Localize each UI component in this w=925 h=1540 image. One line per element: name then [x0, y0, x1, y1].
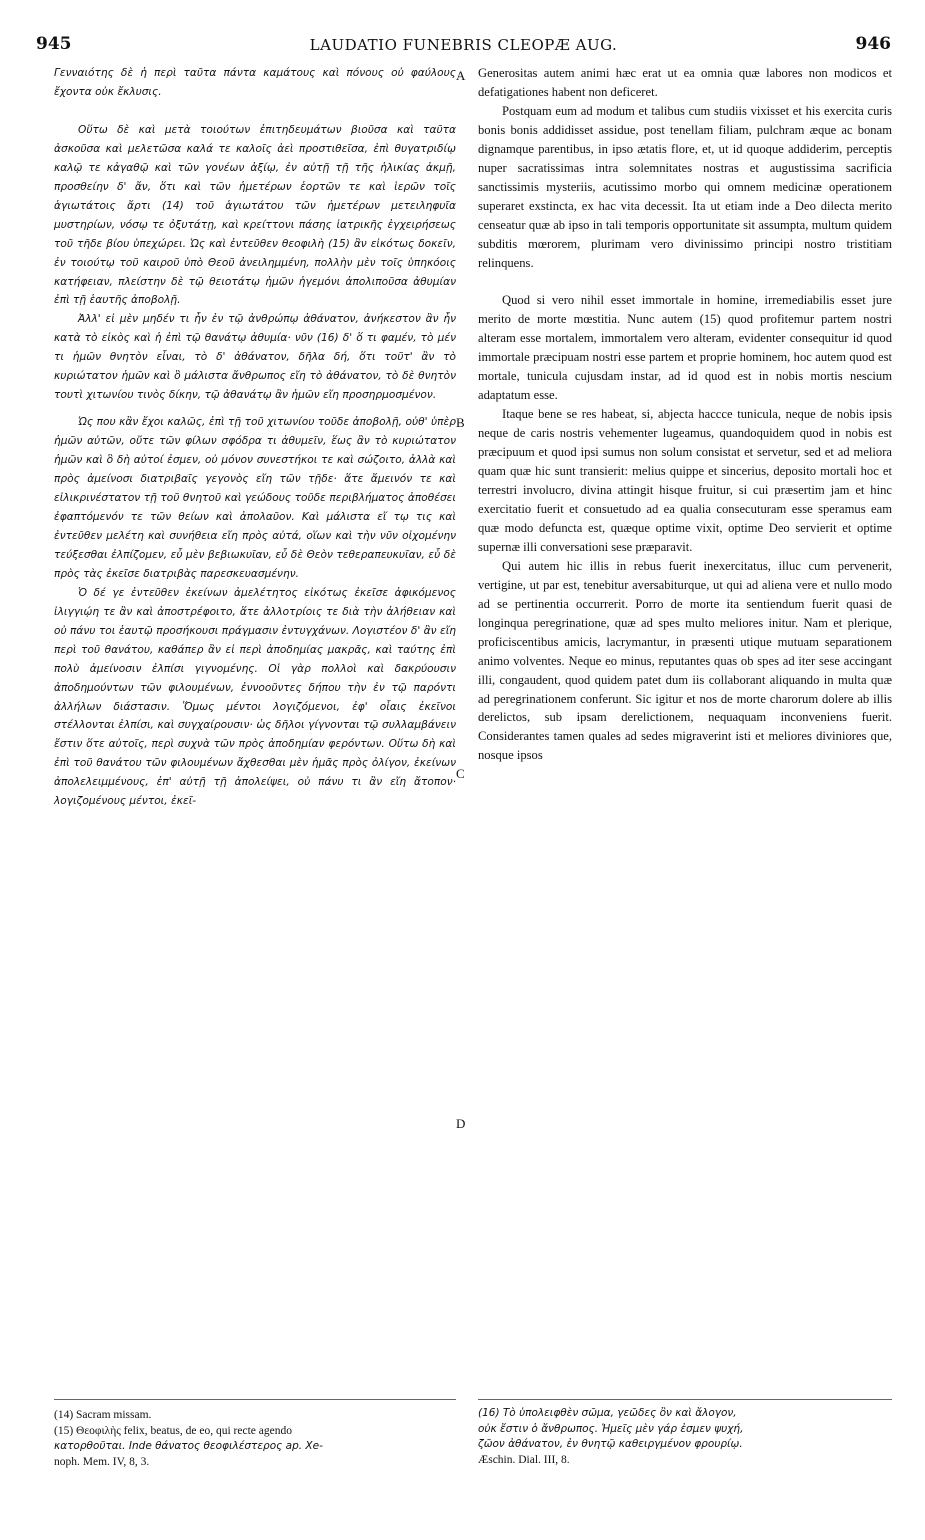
latin-paragraph-4: Itaque bene se res habeat, si, abjecta haccce tunicula, neque de nobis ipsis neque de caris nostris vehementer lugeamus, quandoquidem quod in nobis est præcipuum et quod ipsi sumus non solum consistat et servetur, sed et ad meliora quam quæ hic sunt transierit: melius quippe et sincerius, deposito mortali hoc et terrestri involucro, divina attingit hisque fruitur, si cui præsertim jam et hinc exercitatio fuerit et consuetudo ad ea qualia consecuturam esse speramus eam quæ modo defuncta est, quæque optime vixit, optime Deo servierit et optime supernæ illi conversationi sese præparavit. [478, 407, 892, 554]
footnotes-right [478, 1406, 892, 1468]
latin-paragraph-3: Quod si vero nihil esset immortale in homine, irremediabilis esset jure merito de morte mœstitia. Nunc autem (15) quod profitemur partem nostri alteram esse mortalem, immortalem vero alteram, evidenter consequitur id quod immortale præcipuam nostri esse partem et proprie hominem, hoc autem quod est mortale, tunicula cujusdam instar, ad id quod est in nobis mortis nescium adaptatum esse. [478, 293, 892, 403]
page-number-left: 945 [36, 34, 72, 54]
footnote-16-line-1: (16) Τὸ ὑπολειφθὲν σῶμα, γεῶδες ὂν καὶ ἄλογον, [478, 1407, 737, 1419]
latin-paragraph-5: Qui autem hic illis in rebus fuerit inexercitatus, illuc cum pervenerit, vertigine, ut par est, tenebitur aversabiturque, ut qui ad aliena vere et nullo modo ad se pertinentia occurrerit. Porro de morte ita sentiendum fuerit quasi de longinqua peregrinatione, quæ ad spes multo meliores initur. Nam et plerique, proficiscentibus amicis, lacrymantur, in præsenti utique mutuam separationem animo volventes. Neque eo minus, reputantes quas ob spes ad iter sese accingant illi, congaudent, quod quidem patet dum iis collaborant aliquando in multa quæ ad peregrinationem conferunt. Sic igitur et nos de morte charorum dolere ab illis derelictos, sub ipsam derelictionem, nequaquam inconveniens fuerit. Considerantes tamen quales ad sedes migraverint isti et meliores diviniores que, nosque ipsos [478, 558, 892, 763]
section-mark-a: A [456, 68, 466, 83]
greek-paragraph-4: Ὡς που κἂν ἔχοι καλῶς, ἐπὶ τῇ τοῦ χιτωνίου τοῦδε ἀποβολῇ, οὐθ' ὑπὲρ ἡμῶν αὐτῶν, οὔτε τῶν φίλων σφόδρα τι ἀθυμεῖν, ἕως ἂν τὸ κυριώτατον ἡμῶν καὶ ὃ δὴ αὐτοί ἐσμεν, οὐ μόνον συνεστήκοι τε καὶ σώζοιτο, ἀλλὰ καὶ πρὸς ἀμείνοσι διατριβαῖς γεγονὸς εἴη τῶν τῇδε· ἅτε ἄμεινόν τε καὶ εἰλικρινέστατον τῇ τοῦ θνητοῦ καὶ γεώδους τοῦδε περιβλήματος ἀποθέσει ἐφαπτόμενόν τε τῶν θείων καὶ ἀπολαῦον. Καὶ μάλιστα εἴ τῳ τις καὶ ἐντεῦθεν μελέτη καὶ συνήθεια εἴη πρὸς αὐτά, οἵων καὶ τὴν νῦν οἰχομένην τεύξεσθαι ἐλπίζομεν, εὖ μὲν βεβιωκυῖαν, εὖ δὲ Θεὸν τεθεραπευκυῖαν, εὖ δὲ πρὸς τὰς ἐκεῖσε διατριβὰς παρεσκευασμένην. [54, 416, 456, 580]
latin-paragraph-1: Generositas autem animi hæc erat ut ea omnia quæ labores non modicos et defatigationes habent non deficeret. [478, 66, 892, 99]
running-title: LAUDATIO FUNEBRIS CLEOPÆ AUG. [309, 36, 618, 54]
footnote-rule-right [478, 1399, 892, 1400]
section-mark-d: D [456, 1116, 466, 1131]
footnote-15-line-2: κατορθοῦται. Inde θάνατος θεοφιλέστερος ap. Xe- [54, 1440, 323, 1452]
greek-paragraph-1: Γενναιότης δὲ ἡ περὶ ταῦτα πάντα καμάτους καὶ πόνους οὐ φαύλους ἔχοντα οὐκ ἔκλυσις. [54, 67, 456, 98]
footnote-16-line-3: ζῶον ἀθάνατον, ἐν θνητῷ καθειργμένον φρουρίῳ. [478, 1438, 743, 1450]
page-number-right: 946 [855, 34, 891, 54]
latin-column [478, 64, 892, 765]
footnote-14: (14) Sacram missam. [54, 1409, 152, 1421]
greek-column [54, 64, 456, 811]
footnote-16-line-2: οὐκ ἔστιν ὁ ἄνθρωπος. Ἡμεῖς μὲν γάρ ἐσμεν ψυχή, [478, 1422, 744, 1435]
footnote-16-line-4: Æschin. Dial. III, 8. [478, 1453, 570, 1466]
greek-paragraph-5: Ὁ δέ γε ἐντεῦθεν ἐκείνων ἀμελέτητος εἰκότως ἐκεῖσε ἀφικόμενος ἰλιγγιῴη τε ἂν καὶ ἀποστρέφοιτο, ἅτε ἀλλοτρίοις τε διὰ τὴν ἀλήθειαν καὶ οὐ πάνυ τοι ἑαυτῷ προσήκουσι πράγμασιν ἐντυγχάνων. Λογιστέον δ' ἂν εἴη περὶ τοῦ θανάτου, καθάπερ ἂν εἰ περὶ ἀποδημίας μακρᾶς, καὶ ταύτης ἐπὶ πολὺ ἀμείνοσιν ἐλπίσι γιγνομένης. Οἱ γὰρ πολλοὶ καὶ δακρύουσιν ἀποδημούντων τῶν φιλουμένων, ἐννοοῦντες δήπου τὴν ἐν τῷ παρόντι ἀλλήλων διάστασιν. Ὅμως μέντοι λογιζόμενοι, ἐφ' οἷαις ἐκεῖνοι στέλλονται ἐλπίσι, καὶ συγχαίρουσιν· ὡς δῆλοι γίγνονται τῷ συλλαμβάνειν ἔστιν ὅτε αὐτοῖς, περὶ συχνὰ τῶν πρὸς ἀποδημίαν φερόντων. Οὕτω δὴ καὶ ἐπὶ τοῦ θανάτου τῶν φιλουμένων ἄχθεσθαι μὲν ἡμᾶς πρὸς ὀλίγον, ἐκείνων ἀπολελειμμένους, ἐπ' αὐτῇ τῇ ἀπολείψει, οὐ πάνυ τι ἂν εἴη ἄτοπον· λογιζομένους μέντοι, ἐκεῖ- [54, 586, 456, 808]
section-mark-b: B [456, 415, 465, 430]
section-mark-c: C [456, 766, 465, 781]
footnote-15-line-1: (15) Θεοφιλὴς felix, beatus, de eo, qui recte agendo [54, 1424, 292, 1437]
footnote-rule-left [54, 1399, 456, 1400]
greek-paragraph-3: Ἀλλ' εἰ μὲν μηδέν τι ἦν ἐν τῷ ἀνθρώπῳ ἀθάνατον, ἀνήκεστον ἂν ἦν κατὰ τὸ εἰκὸς καὶ ἡ ἐπὶ τῷ θανάτῳ ἀθυμία· νῦν (16) δ' ὅ τι φαμέν, τὸ μέν τι ἡμῶν θνητὸν εἶναι, τὸ δ' ἀθάνατον, δῆλα δή, ὅτι τοῦτ' ἂν τὸ κυριώτατον ἡμῶν καὶ ὃ μάλιστα ἄνθρωπος εἴη τὸ ἀθάνατον, τὸ δὲ θνητὸν τουτὶ χιτωνίου τινὸς δίκην, τῷ ἀθανάτῳ ἂν ἡμῶν εἴη προσηρμοσμένον. [54, 313, 456, 402]
latin-paragraph-2: Postquam eum ad modum et talibus cum studiis vixisset et his exercita curis bonis bonis addidisset assidue, post tenellam filiam, pulchram æque ac bonam dignamque parentibus, in ipso ætatis flore, et, ut id quoque addiderim, perceptis nuper sacratissimas intra solemnitates nostras et augustissima sacrificia sanctissimis mysteriis, acutissimo morbo qui omnem medicinæ operationem superaret exstincta, ex hac vita decessit. Ita ut etiam inde a Deo dilecta merito censeatur quæ ab ipso in tali temporis opportunitate sit assumpta, multum quidem subditis mœrorem, plurimam vero divinissimo principi nostro tristitiam relinquens. [478, 103, 892, 270]
greek-paragraph-2: Οὕτω δὲ καὶ μετὰ τοιούτων ἐπιτηδευμάτων βιοῦσα καὶ ταῦτα ἀσκοῦσα καὶ μελετῶσα καλά τε καλοῖς ἀεὶ προστιθεῖσα, ἐπὶ θυγατριδίῳ καλῷ τε κἀγαθῷ καὶ τῶν γονέων ἀξίῳ, ἐν αὐτῇ τῇ τῆς ἡλικίας ἀκμῇ, προσθείην δ' ἄν, ὅτι καὶ τῶν ἡμετέρων ἑορτῶν τε καὶ ἱερῶν τοῖς ἁγιωτάτοις ἄρτι (14) τοῦ ἁγιωτάτου τῶν ἡμετέρων μετειληφυῖα μυστηρίων, νόσῳ τε ὀξυτάτῃ, καὶ κρείττονι πάσης ἰατρικῆς ἐγχειρήσεως τοῦ τῆδε βίου ὑπεχώρει. Ὡς καὶ ἐντεῦθεν θεοφιλὴ (15) ἂν εἰκότως δοκεῖν, ἐν τοιούτῳ τοῦ καιροῦ ὑπὸ Θεοῦ ἀνειλημμένη, πολλὴν μὲν τοῖς ὑπηκόοις κατήφειαν, πλείστην δὲ τῷ θειοτάτῳ ἡμῶν ἡγεμόνι ἀπολιποῦσα ἀθυμίαν ἐπὶ τῇ ἑαυτῆς ἀποβολῇ. [54, 123, 456, 307]
footnote-15-line-3: noph. Mem. IV, 8, 3. [54, 1455, 150, 1468]
footnotes-left [54, 1408, 456, 1470]
running-header [36, 34, 891, 62]
